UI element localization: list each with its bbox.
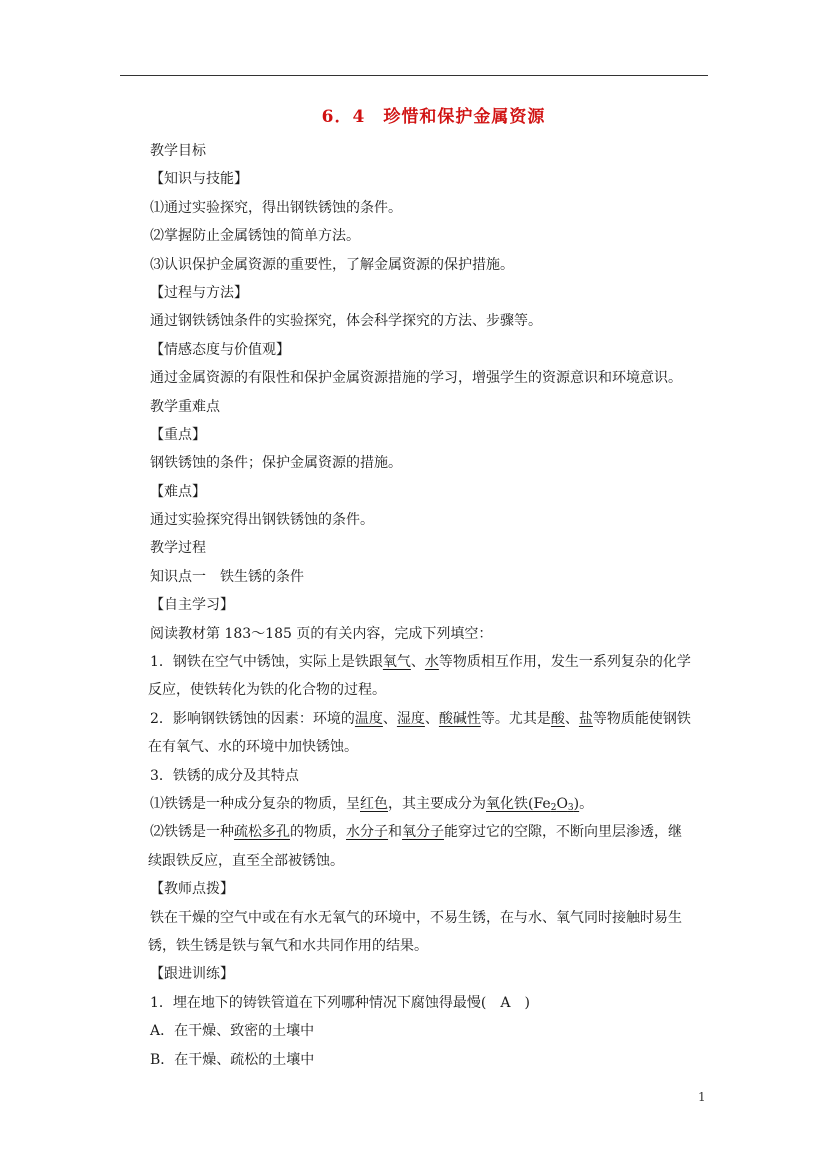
difficulty-text: 通过实验探究得出钢铁锈蚀的条件。 bbox=[150, 512, 374, 529]
answer-blank: 盐 bbox=[578, 710, 593, 727]
page-title: 6．4 珍惜和保护金属资源 bbox=[321, 107, 546, 127]
fill-item-1-continued: 反应，使铁转化为铁的化合物的过程。 bbox=[148, 682, 386, 699]
process-method-heading: 【过程与方法】 bbox=[150, 284, 248, 301]
fill-item-2-continued: 在有氧气、水的环境中加快锈蚀。 bbox=[148, 739, 358, 756]
practice-heading: 【跟进训练】 bbox=[150, 966, 234, 983]
fill-item-3b-continued: 续跟铁反应，直至全部被锈蚀。 bbox=[148, 852, 344, 869]
question-1: 1．埋在地下的铸铁管道在下列哪种情况下腐蚀得最慢( A ) bbox=[150, 994, 530, 1011]
document-body bbox=[150, 137, 710, 1074]
answer-blank: 湿度 bbox=[396, 710, 425, 727]
teacher-tip-heading: 【教师点拨】 bbox=[150, 881, 234, 898]
answer-blank: 水 bbox=[424, 654, 439, 671]
fill-item-3b: ⑵铁锈是一种疏松多孔的物质，水分子和氧分子能穿过它的空隙，不断向里层渗透，继 bbox=[150, 824, 682, 841]
answer-blank: 红色 bbox=[360, 795, 388, 812]
focus-text: 钢铁锈蚀的条件；保护金属资源的措施。 bbox=[150, 455, 402, 472]
attitude-text: 通过金属资源的有限性和保护金属资源措施的学习，增强学生的资源意识和环境意识。 bbox=[150, 370, 682, 387]
focus-heading: 【重点】 bbox=[150, 426, 206, 443]
teaching-process-heading: 教学过程 bbox=[150, 540, 206, 557]
answer-blank-formula: 氧化铁$(Fe_2O_3)$ bbox=[486, 795, 580, 813]
difficulty-heading: 【难点】 bbox=[150, 483, 206, 500]
fill-item-3a: ⑴铁锈是一种成分复杂的物质，呈红色，其主要成分为氧化铁$(Fe_2O_3)$。 bbox=[150, 795, 594, 813]
knowledge-point-1: 知识点一 铁生锈的条件 bbox=[150, 568, 304, 585]
header-rule bbox=[120, 75, 708, 76]
answer-blank: 酸 bbox=[550, 710, 565, 727]
answer-blank: 温度 bbox=[354, 710, 383, 727]
knowledge-item-2: ⑵掌握防止金属锈蚀的简单方法。 bbox=[150, 228, 360, 245]
self-study-intro: 阅读教材第 183～185 页的有关内容，完成下列填空： bbox=[150, 625, 493, 642]
page-number: 1 bbox=[698, 1090, 706, 1104]
knowledge-item-3: ⑶认识保护金属资源的重要性，了解金属资源的保护措施。 bbox=[150, 256, 514, 273]
question-1-option-a: A．在干燥、致密的土壤中 bbox=[150, 1023, 315, 1040]
key-points-heading: 教学重难点 bbox=[150, 398, 220, 415]
knowledge-item-1: ⑴通过实验探究，得出钢铁锈蚀的条件。 bbox=[150, 199, 402, 216]
answer-blank: 氧分子 bbox=[402, 824, 444, 841]
process-method-text: 通过钢铁锈蚀条件的实验探究，体会科学探究的方法、步骤等。 bbox=[150, 313, 542, 330]
objectives-heading: 教学目标 bbox=[150, 143, 206, 159]
knowledge-heading: 【知识与技能】 bbox=[150, 171, 248, 188]
teacher-tip-text-2: 锈，铁生锈是铁与氧气和水共同作用的结果。 bbox=[148, 937, 428, 954]
answer-blank: 氧气 bbox=[382, 654, 411, 671]
attitude-heading: 【情感态度与价值观】 bbox=[150, 341, 290, 358]
teacher-tip-text-1: 铁在干燥的空气中或在有水无氧气的环境中，不易生锈，在与水、氧气同时接触时易生 bbox=[150, 909, 682, 926]
question-1-option-b: B．在干燥、疏松的土壤中 bbox=[150, 1051, 315, 1068]
fill-item-3: 3．铁锈的成分及其特点 bbox=[150, 767, 299, 784]
answer-blank: 疏松多孔 bbox=[234, 824, 290, 841]
self-study-heading: 【自主学习】 bbox=[150, 597, 234, 614]
answer-blank: 水分子 bbox=[346, 824, 388, 841]
fill-item-2: 2．影响钢铁锈蚀的因素：环境的温度、湿度、酸碱性等。尤其是酸、盐等物质能使钢铁 bbox=[150, 710, 691, 727]
answer-blank: 酸碱性 bbox=[438, 710, 481, 727]
fill-item-1: 1．钢铁在空气中锈蚀，实际上是铁跟氧气、水等物质相互作用，发生一系列复杂的化学 bbox=[150, 654, 691, 671]
